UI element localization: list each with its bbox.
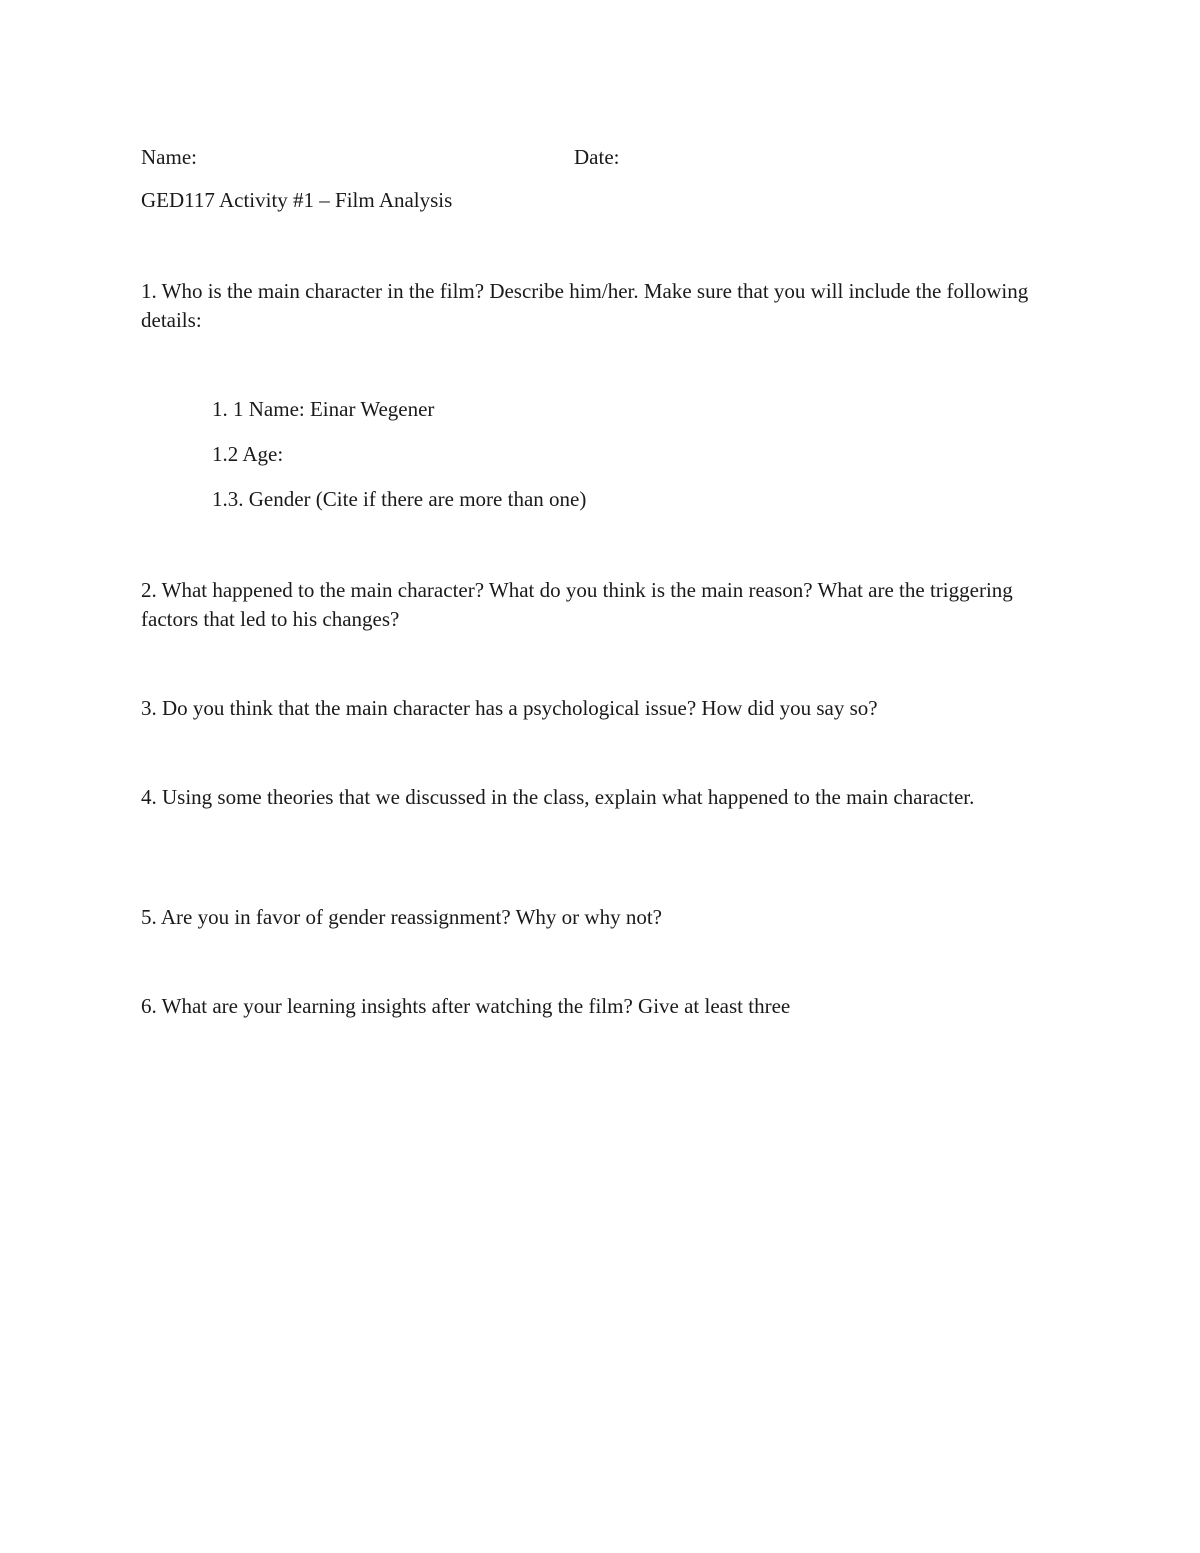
subitem-gender: 1.3. Gender (Cite if there are more than one) [212,487,587,511]
question-2: 2. What happened to the main character? What do you think is the main reason? What are the triggering factors that led to his changes? [141,578,1013,631]
date-label: Date: [574,145,620,169]
question-1: 1. Who is the main character in the film? Describe him/her. Make sure that you will include the following details: [141,279,1029,332]
question-5: 5. Are you in favor of gender reassignment? Why or why not? [141,905,662,929]
subitem-name: 1. 1 Name: Einar Wegener [212,397,435,421]
page-title: GED117 Activity #1 – Film Analysis [141,188,453,212]
subitem-age: 1.2 Age: [212,442,284,466]
question-6: 6. What are your learning insights after watching the film? Give at least three [141,994,791,1018]
question-3: 3. Do you think that the main character has a psychological issue? How did you say so? [141,696,878,720]
name-label: Name: [141,145,197,169]
question-4: 4. Using some theories that we discussed in the class, explain what happened to the main character. [141,785,975,809]
